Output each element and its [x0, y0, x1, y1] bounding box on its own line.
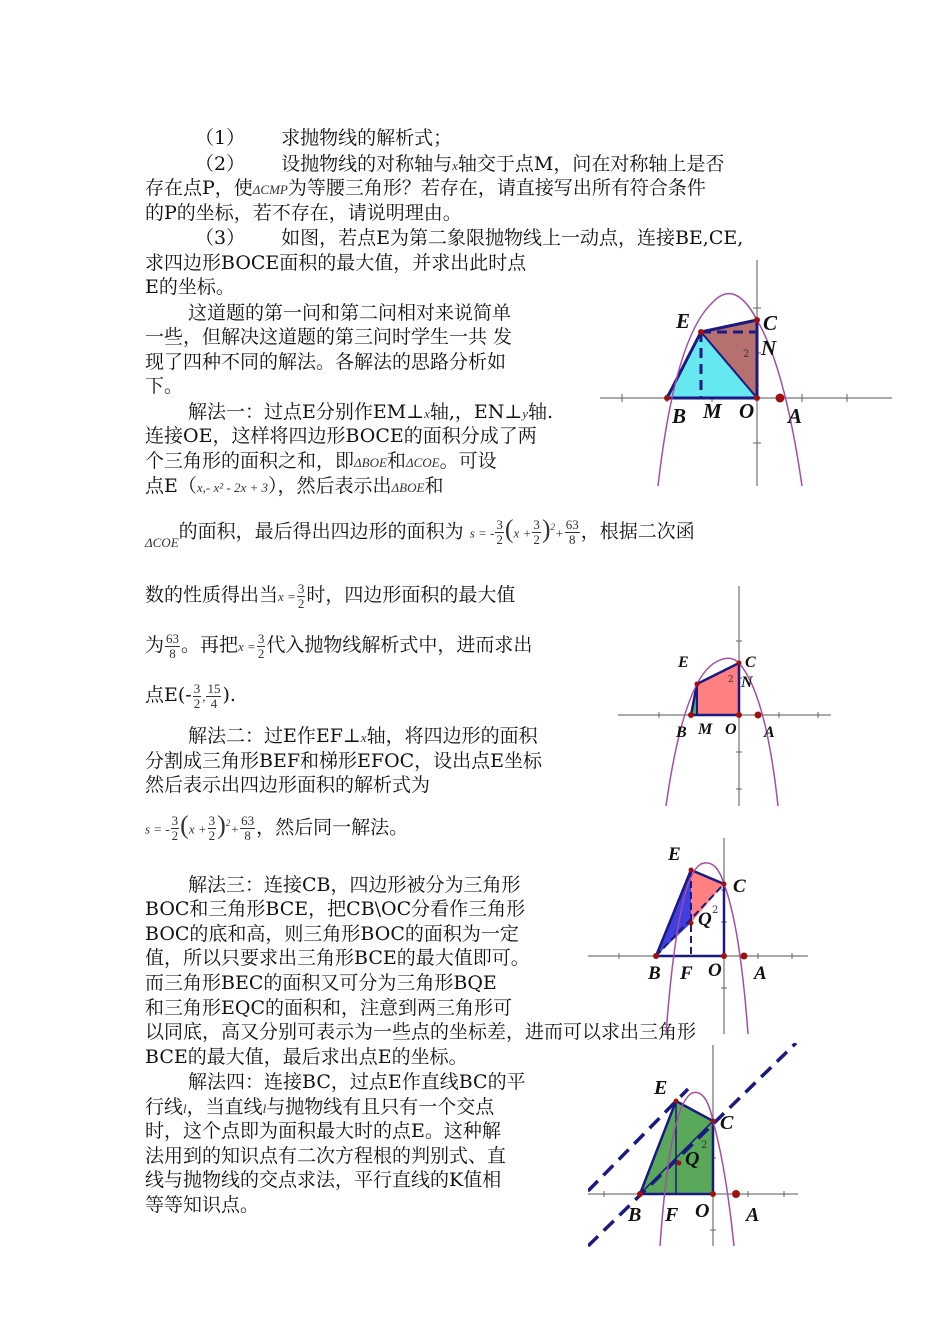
s1-line-8 [145, 680, 236, 712]
paragraph-text: 解法二：过E作EF⊥ [188, 725, 361, 747]
paragraph-text: 解法四：连接BC，过点E作直线BC的平 [188, 1071, 526, 1093]
s3-line-4 [145, 946, 530, 970]
intro-line-1 [188, 301, 511, 325]
intro-line-2 [145, 325, 512, 349]
s1-line-6 [145, 580, 515, 612]
label-o: O [725, 721, 737, 738]
math-triangle-boe: ΔBOE [354, 455, 387, 470]
s3-line-2 [145, 897, 525, 921]
paragraph-text: 和 [386, 450, 406, 472]
figure-1 [600, 258, 895, 488]
label-c: C [733, 876, 746, 897]
label-n: N [741, 674, 753, 691]
paragraph-text: 。再把 [181, 634, 239, 656]
fraction-3-2: $\frac{3}{2}$ [297, 580, 305, 611]
math-plus: + [555, 525, 564, 541]
q1-number: （1） [195, 127, 246, 149]
s4-line-6 [145, 1193, 259, 1217]
s4-line-5 [145, 1168, 501, 1192]
math-point-e: x,- x² - 2x + 3 [196, 480, 269, 495]
q3-text: E的坐标。 [145, 276, 235, 298]
label-n: N [761, 336, 777, 360]
paragraph-text: BCE的最大值，最后求出点E的坐标。 [145, 1046, 468, 1068]
q2-line-3 [145, 201, 462, 225]
paragraph-text: 分割成三角形BEF和梯形EFOC，设出点E坐标 [145, 750, 543, 772]
q3-number: （3） [195, 227, 246, 249]
math-triangle-coe: ΔCOE [145, 535, 179, 551]
q3-text: 求四边形BOCE面积的最大值，并求出此时点 [145, 252, 527, 274]
paragraph-text: 轴,，EN⊥ [429, 401, 523, 423]
paragraph-text: 解法一：过点E分别作EM⊥ [188, 401, 425, 423]
math-l: l [183, 1101, 187, 1116]
paragraph-text: 轴. [528, 401, 554, 423]
label-c: C [745, 654, 756, 671]
q1-line [195, 126, 452, 150]
q2-text: 设抛物线的对称轴与 [281, 153, 453, 175]
math-x-eq: x = [238, 639, 256, 654]
q3-line-3 [145, 275, 235, 299]
math-l: l [262, 1101, 267, 1116]
s1-line-1 [188, 400, 553, 426]
q2-text: 存在点P，使 [145, 177, 253, 199]
fraction-3-2: $\frac{3}{2}$ [171, 812, 179, 843]
label-a: A [788, 404, 803, 428]
paragraph-text: 现了四种不同的解法。各解法的思路分析如 [145, 351, 507, 373]
label-e: E [676, 309, 691, 333]
paragraph-text: ，当直线 [186, 1096, 263, 1118]
tick-label: 2 [743, 349, 750, 360]
label-q: Q [685, 1148, 700, 1170]
s4-line-1 [188, 1070, 526, 1094]
math-triangle-boe: ΔBOE [391, 480, 425, 495]
label-f: F [680, 963, 693, 984]
paragraph-text: BOC的底和高，则三角形BOC的面积为一定 [145, 923, 519, 945]
math-x-plus: x + [188, 821, 207, 837]
math-x: x [360, 730, 367, 745]
paragraph-text: 线与抛物线的交点求法，平行直线的K值相 [145, 1169, 502, 1191]
paragraph-text: 的面积，最后得出四边形的面积为 [178, 520, 464, 543]
label-e: E [668, 844, 681, 865]
s2-line-1 [188, 724, 538, 750]
paragraph-text: 解法三：连接CB，四边形被分为三角形 [188, 874, 521, 896]
label-b: B [648, 963, 661, 984]
fraction-3-2: $\frac{3}{2}$ [257, 630, 265, 661]
label-m: M [703, 399, 722, 423]
q2-line-2 [145, 176, 706, 202]
s3-line-1 [188, 873, 521, 897]
math-triangle-cmp: ΔCMP [252, 182, 288, 197]
paragraph-text: 轴，将四边形的面积 [366, 725, 538, 747]
label-o: O [708, 960, 722, 981]
s4-line-4 [145, 1144, 506, 1168]
paragraph-text: 个三角形的面积之和，即 [145, 450, 355, 472]
paragraph-text: 下。 [145, 375, 184, 397]
s4-line-2 [145, 1095, 494, 1121]
figure-3 [588, 836, 810, 1036]
label-o: O [695, 1200, 710, 1222]
math-s: s = - [469, 525, 495, 541]
tick-label: 2 [701, 1140, 708, 1151]
label-e: E [654, 1077, 668, 1099]
label-m: M [698, 721, 713, 738]
math-square: 2 [550, 522, 556, 532]
math-triangle-coe: ΔCOE [405, 455, 440, 470]
label-q: Q [698, 909, 712, 930]
label-b: B [676, 724, 687, 741]
s3-line-5 [145, 971, 497, 995]
s3-line-3 [145, 922, 519, 946]
math-square: 2 [225, 818, 231, 828]
paragraph-text: 时，这个点即为面积最大时的点E。这种解 [145, 1120, 501, 1142]
s2-line-4: s = - $\frac{3}{2}$ (x + $\frac{3}{2}$ )$^2$+ $\frac{63}{8}$ ，然后同一解法。 [145, 810, 409, 843]
q3-line-2 [145, 251, 526, 275]
label-b: B [672, 404, 687, 428]
paragraph-text: 代入抛物线解析式中，进而求出 [266, 634, 533, 656]
paragraph-text: 与抛物线有且只有一个交点 [266, 1096, 495, 1118]
math-y: y [522, 406, 529, 421]
paragraph-text: 法用到的知识点有二次方程根的判别式、直 [145, 1145, 507, 1167]
intro-line-3 [145, 350, 506, 374]
paragraph-text: 。可设 [439, 450, 497, 472]
q2-text: 轴交于点M，问在对称轴上是否 [457, 153, 725, 175]
paragraph-text: 等等知识点。 [145, 1194, 260, 1216]
math-x-plus: x + [513, 525, 532, 541]
math-x: x [424, 406, 430, 421]
fraction-15-4: $\frac{15}{4}$ [207, 680, 221, 711]
s2-line-2 [145, 749, 542, 773]
figure-2 [618, 584, 833, 809]
label-o: O [739, 399, 755, 423]
fraction-63-8: $\frac{63}{8}$ [166, 630, 180, 661]
s4-line-3 [145, 1119, 501, 1143]
paragraph-text: 连接OE，这样将四边形BOCE的面积分成了两 [145, 425, 537, 447]
label-a: A [764, 724, 775, 741]
q1-text: 求抛物线的解析式； [281, 127, 453, 149]
q3-line-1 [195, 226, 743, 250]
s3-line-8 [145, 1045, 468, 1069]
paragraph-text: 和 [424, 475, 444, 497]
fraction-63-8: $\frac{63}{8}$ [565, 516, 579, 547]
paragraph-text: 这道题的第一问和第二问相对来说简单 [188, 302, 512, 324]
paragraph-text: 一些，但解决这道题的第三问时学生一共 发 [145, 326, 513, 348]
figure-4 [588, 1043, 800, 1248]
intro-line-4 [145, 374, 183, 398]
paragraph-text: ，然后同一解法。 [256, 816, 409, 839]
s1-line-3 [145, 449, 497, 475]
s1-line-2 [145, 424, 537, 448]
fraction-3-2: $\frac{3}{2}$ [496, 516, 503, 547]
math-comma: , [202, 689, 206, 704]
q2-number: （2） [195, 153, 246, 175]
paragraph-text: 和三角形EQC的面积和，注意到两三角形可 [145, 997, 512, 1019]
s1-line-5: $_{\Delta COE}$的面积，最后得出四边形的面积为 s = - $\frac{3}{2}$ (x + $\frac{3}{2}$ )$^2$+ $\frac{63}{8}$ ，根据二次函 [145, 514, 695, 551]
paragraph-text: 值，所以只要求出三角形BCE的最大值即可。 [145, 947, 530, 969]
q2-text: 的P的坐标，若不存在，请说明理由。 [145, 202, 462, 224]
paragraph-text: 而三角形BEC的面积又可分为三角形BQE [145, 972, 497, 994]
label-f: F [665, 1204, 679, 1226]
s1-line-4 [145, 474, 443, 500]
q2-text: 为等腰三角形？若存在，请直接写出所有符合条件 [287, 177, 706, 199]
q2-line-1 [195, 152, 724, 178]
fraction-3-2: $\frac{3}{2}$ [208, 812, 216, 843]
s1-line-7 [145, 630, 532, 662]
fraction-3-2: $\frac{3}{2}$ [193, 680, 201, 711]
paragraph-text: 时，四边形面积的最大值 [306, 584, 516, 606]
paragraph-text: 以同底，高又分别可表示为一些点的坐标差，进而可以求出三角形 [145, 1021, 697, 1043]
dashed-line-bc [588, 1043, 796, 1246]
tick-label: 2 [712, 905, 719, 916]
paragraph-text: 为 [145, 634, 165, 656]
math-x: x [452, 158, 458, 173]
paragraph-text: 点E(- [145, 684, 192, 706]
q3-text: 如图，若点E为第二象限抛物线上一动点，连接BE,CE, [281, 227, 744, 249]
paragraph-text: 行线 [145, 1096, 184, 1118]
label-c: C [763, 311, 778, 335]
s2-line-3 [145, 773, 430, 797]
label-e: E [678, 654, 689, 671]
label-a: A [746, 1204, 760, 1226]
math-x-eq: x = [278, 589, 296, 604]
tick-label: 2 [728, 675, 734, 685]
label-a: A [754, 963, 767, 984]
s3-line-6 [145, 996, 512, 1020]
paragraph-text: BOC和三角形BCE，把CB\OC分看作三角形 [145, 898, 526, 920]
paragraph-text: ，根据二次函 [580, 520, 695, 543]
label-c: C [720, 1112, 734, 1134]
paragraph-text: 数的性质得出当 [145, 584, 279, 606]
fraction-3-2: $\frac{3}{2}$ [533, 516, 540, 547]
fraction-63-8: $\frac{63}{8}$ [241, 812, 255, 843]
paragraph-text: 点E（ [145, 475, 197, 497]
math-s: s = - [145, 821, 170, 837]
paragraph-text: ），然后表示出 [268, 475, 392, 497]
paragraph-text: 然后表示出四边形面积的解析式为 [145, 774, 431, 796]
label-b: B [628, 1204, 642, 1226]
paragraph-text: ). [222, 684, 236, 706]
math-plus: + [230, 821, 240, 837]
